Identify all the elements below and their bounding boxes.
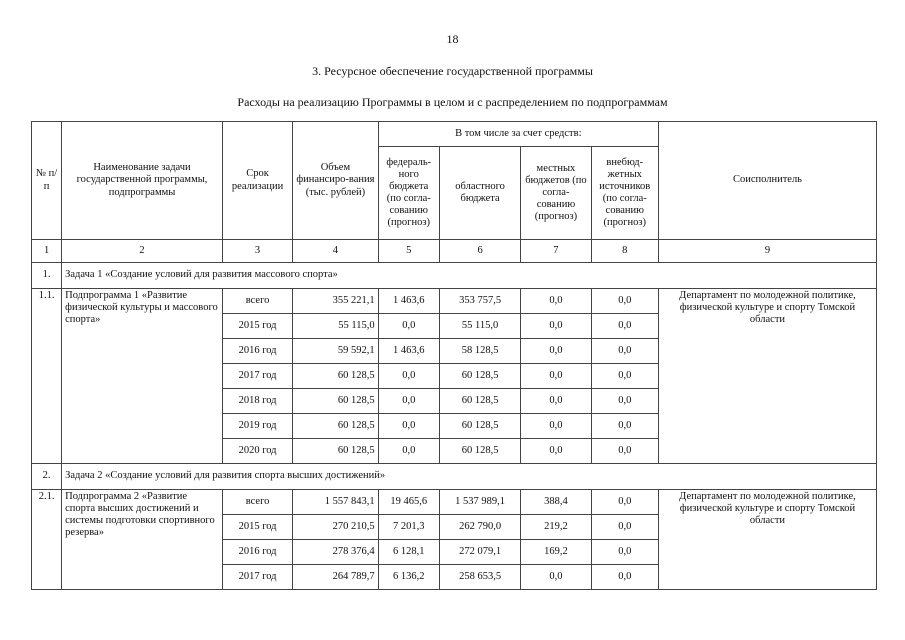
regional-cell: 258 653,5 [439, 565, 520, 590]
volume-cell: 59 592,1 [293, 339, 378, 364]
period-cell: 2017 год [222, 364, 292, 389]
subprogram-number: 1.1. [32, 289, 62, 464]
extra-cell: 0,0 [591, 515, 658, 540]
local-cell: 0,0 [521, 339, 591, 364]
header-local: местных бюджетов (по согла-сованию (прогноз) [521, 147, 591, 240]
federal-cell: 0,0 [378, 389, 439, 414]
header-extra: внебюд-жетных источников (по согла-сованию (прогноз) [591, 147, 658, 240]
column-number: 5 [378, 240, 439, 263]
resource-table [31, 121, 877, 590]
federal-cell: 0,0 [378, 364, 439, 389]
header-regional: областного бюджета [439, 147, 520, 240]
table-row [32, 490, 877, 515]
local-cell: 0,0 [521, 389, 591, 414]
header-executor: Соисполнитель [658, 122, 876, 240]
header-including: В том числе за счет средств: [378, 122, 658, 147]
period-cell: 2019 год [222, 414, 292, 439]
column-number: 4 [293, 240, 378, 263]
extra-cell: 0,0 [591, 389, 658, 414]
task-row [32, 464, 877, 490]
column-number: 6 [439, 240, 520, 263]
period-cell: 2015 год [222, 314, 292, 339]
subprogram-number: 2.1. [32, 490, 62, 590]
period-cell: всего [222, 289, 292, 314]
column-number: 1 [32, 240, 62, 263]
volume-cell: 1 557 843,1 [293, 490, 378, 515]
regional-cell: 262 790,0 [439, 515, 520, 540]
column-number: 8 [591, 240, 658, 263]
column-number: 7 [521, 240, 591, 263]
extra-cell: 0,0 [591, 364, 658, 389]
regional-cell: 1 537 989,1 [439, 490, 520, 515]
federal-cell: 6 128,1 [378, 540, 439, 565]
period-cell: 2018 год [222, 389, 292, 414]
local-cell: 0,0 [521, 414, 591, 439]
local-cell: 0,0 [521, 314, 591, 339]
regional-cell: 58 128,5 [439, 339, 520, 364]
period-cell: всего [222, 490, 292, 515]
regional-cell: 60 128,5 [439, 364, 520, 389]
federal-cell: 6 136,2 [378, 565, 439, 590]
federal-cell: 19 465,6 [378, 490, 439, 515]
period-cell: 2015 год [222, 515, 292, 540]
local-cell: 0,0 [521, 289, 591, 314]
regional-cell: 353 757,5 [439, 289, 520, 314]
period-cell: 2016 год [222, 540, 292, 565]
volume-cell: 60 128,5 [293, 414, 378, 439]
volume-cell: 278 376,4 [293, 540, 378, 565]
volume-cell: 60 128,5 [293, 389, 378, 414]
extra-cell: 0,0 [591, 314, 658, 339]
local-cell: 169,2 [521, 540, 591, 565]
extra-cell: 0,0 [591, 565, 658, 590]
header-name: Наименование задачи государственной программы, подпрограммы [62, 122, 223, 240]
extra-cell: 0,0 [591, 490, 658, 515]
local-cell: 219,2 [521, 515, 591, 540]
table-subtitle: Расходы на реализацию Программы в целом и с распределением по подпрограммам [237, 95, 668, 109]
header-period: Срок реализации [222, 122, 292, 240]
subprogram-name: Подпрограмма 1 «Развитие физической культуры и массового спорта» [62, 289, 223, 464]
regional-cell: 55 115,0 [439, 314, 520, 339]
page-number: 18 [446, 32, 459, 46]
header-row [32, 122, 877, 147]
period-cell: 2016 год [222, 339, 292, 364]
federal-cell: 0,0 [378, 439, 439, 464]
regional-cell: 60 128,5 [439, 389, 520, 414]
extra-cell: 0,0 [591, 289, 658, 314]
table-row [32, 289, 877, 314]
column-number: 2 [62, 240, 223, 263]
header-volume: Объем финансиро-вания (тыс. рублей) [293, 122, 378, 240]
task-number: 2. [32, 464, 62, 490]
column-number: 3 [222, 240, 292, 263]
column-number-row [32, 240, 877, 263]
extra-cell: 0,0 [591, 339, 658, 364]
local-cell: 0,0 [521, 364, 591, 389]
task-title: Задача 2 «Создание условий для развития спорта высших достижений» [62, 464, 877, 490]
volume-cell: 55 115,0 [293, 314, 378, 339]
extra-cell: 0,0 [591, 414, 658, 439]
volume-cell: 60 128,5 [293, 364, 378, 389]
section-title: 3. Ресурсное обеспечение государственной программы [312, 64, 593, 78]
local-cell: 0,0 [521, 565, 591, 590]
local-cell: 0,0 [521, 439, 591, 464]
local-cell: 388,4 [521, 490, 591, 515]
task-row [32, 263, 877, 289]
federal-cell: 7 201,3 [378, 515, 439, 540]
volume-cell: 270 210,5 [293, 515, 378, 540]
federal-cell: 0,0 [378, 314, 439, 339]
federal-cell: 0,0 [378, 414, 439, 439]
task-title: Задача 1 «Создание условий для развития массового спорта» [62, 263, 877, 289]
period-cell: 2017 год [222, 565, 292, 590]
regional-cell: 60 128,5 [439, 439, 520, 464]
task-number: 1. [32, 263, 62, 289]
federal-cell: 1 463,6 [378, 289, 439, 314]
regional-cell: 60 128,5 [439, 414, 520, 439]
header-num: № п/п [32, 122, 62, 240]
volume-cell: 264 789,7 [293, 565, 378, 590]
subprogram-name: Подпрограмма 2 «Развитие спорта высших достижений и системы подготовки спортивного резерва» [62, 490, 223, 590]
federal-cell: 1 463,6 [378, 339, 439, 364]
volume-cell: 60 128,5 [293, 439, 378, 464]
header-federal: федераль-ного бюджета (по согла-сованию (прогноз) [378, 147, 439, 240]
extra-cell: 0,0 [591, 540, 658, 565]
executor-cell: Департамент по молодежной политике, физической культуре и спорту Томской области [658, 289, 876, 464]
column-number: 9 [658, 240, 876, 263]
executor-cell: Департамент по молодежной политике, физической культуре и спорту Томской области [658, 490, 876, 590]
period-cell: 2020 год [222, 439, 292, 464]
extra-cell: 0,0 [591, 439, 658, 464]
regional-cell: 272 079,1 [439, 540, 520, 565]
volume-cell: 355 221,1 [293, 289, 378, 314]
